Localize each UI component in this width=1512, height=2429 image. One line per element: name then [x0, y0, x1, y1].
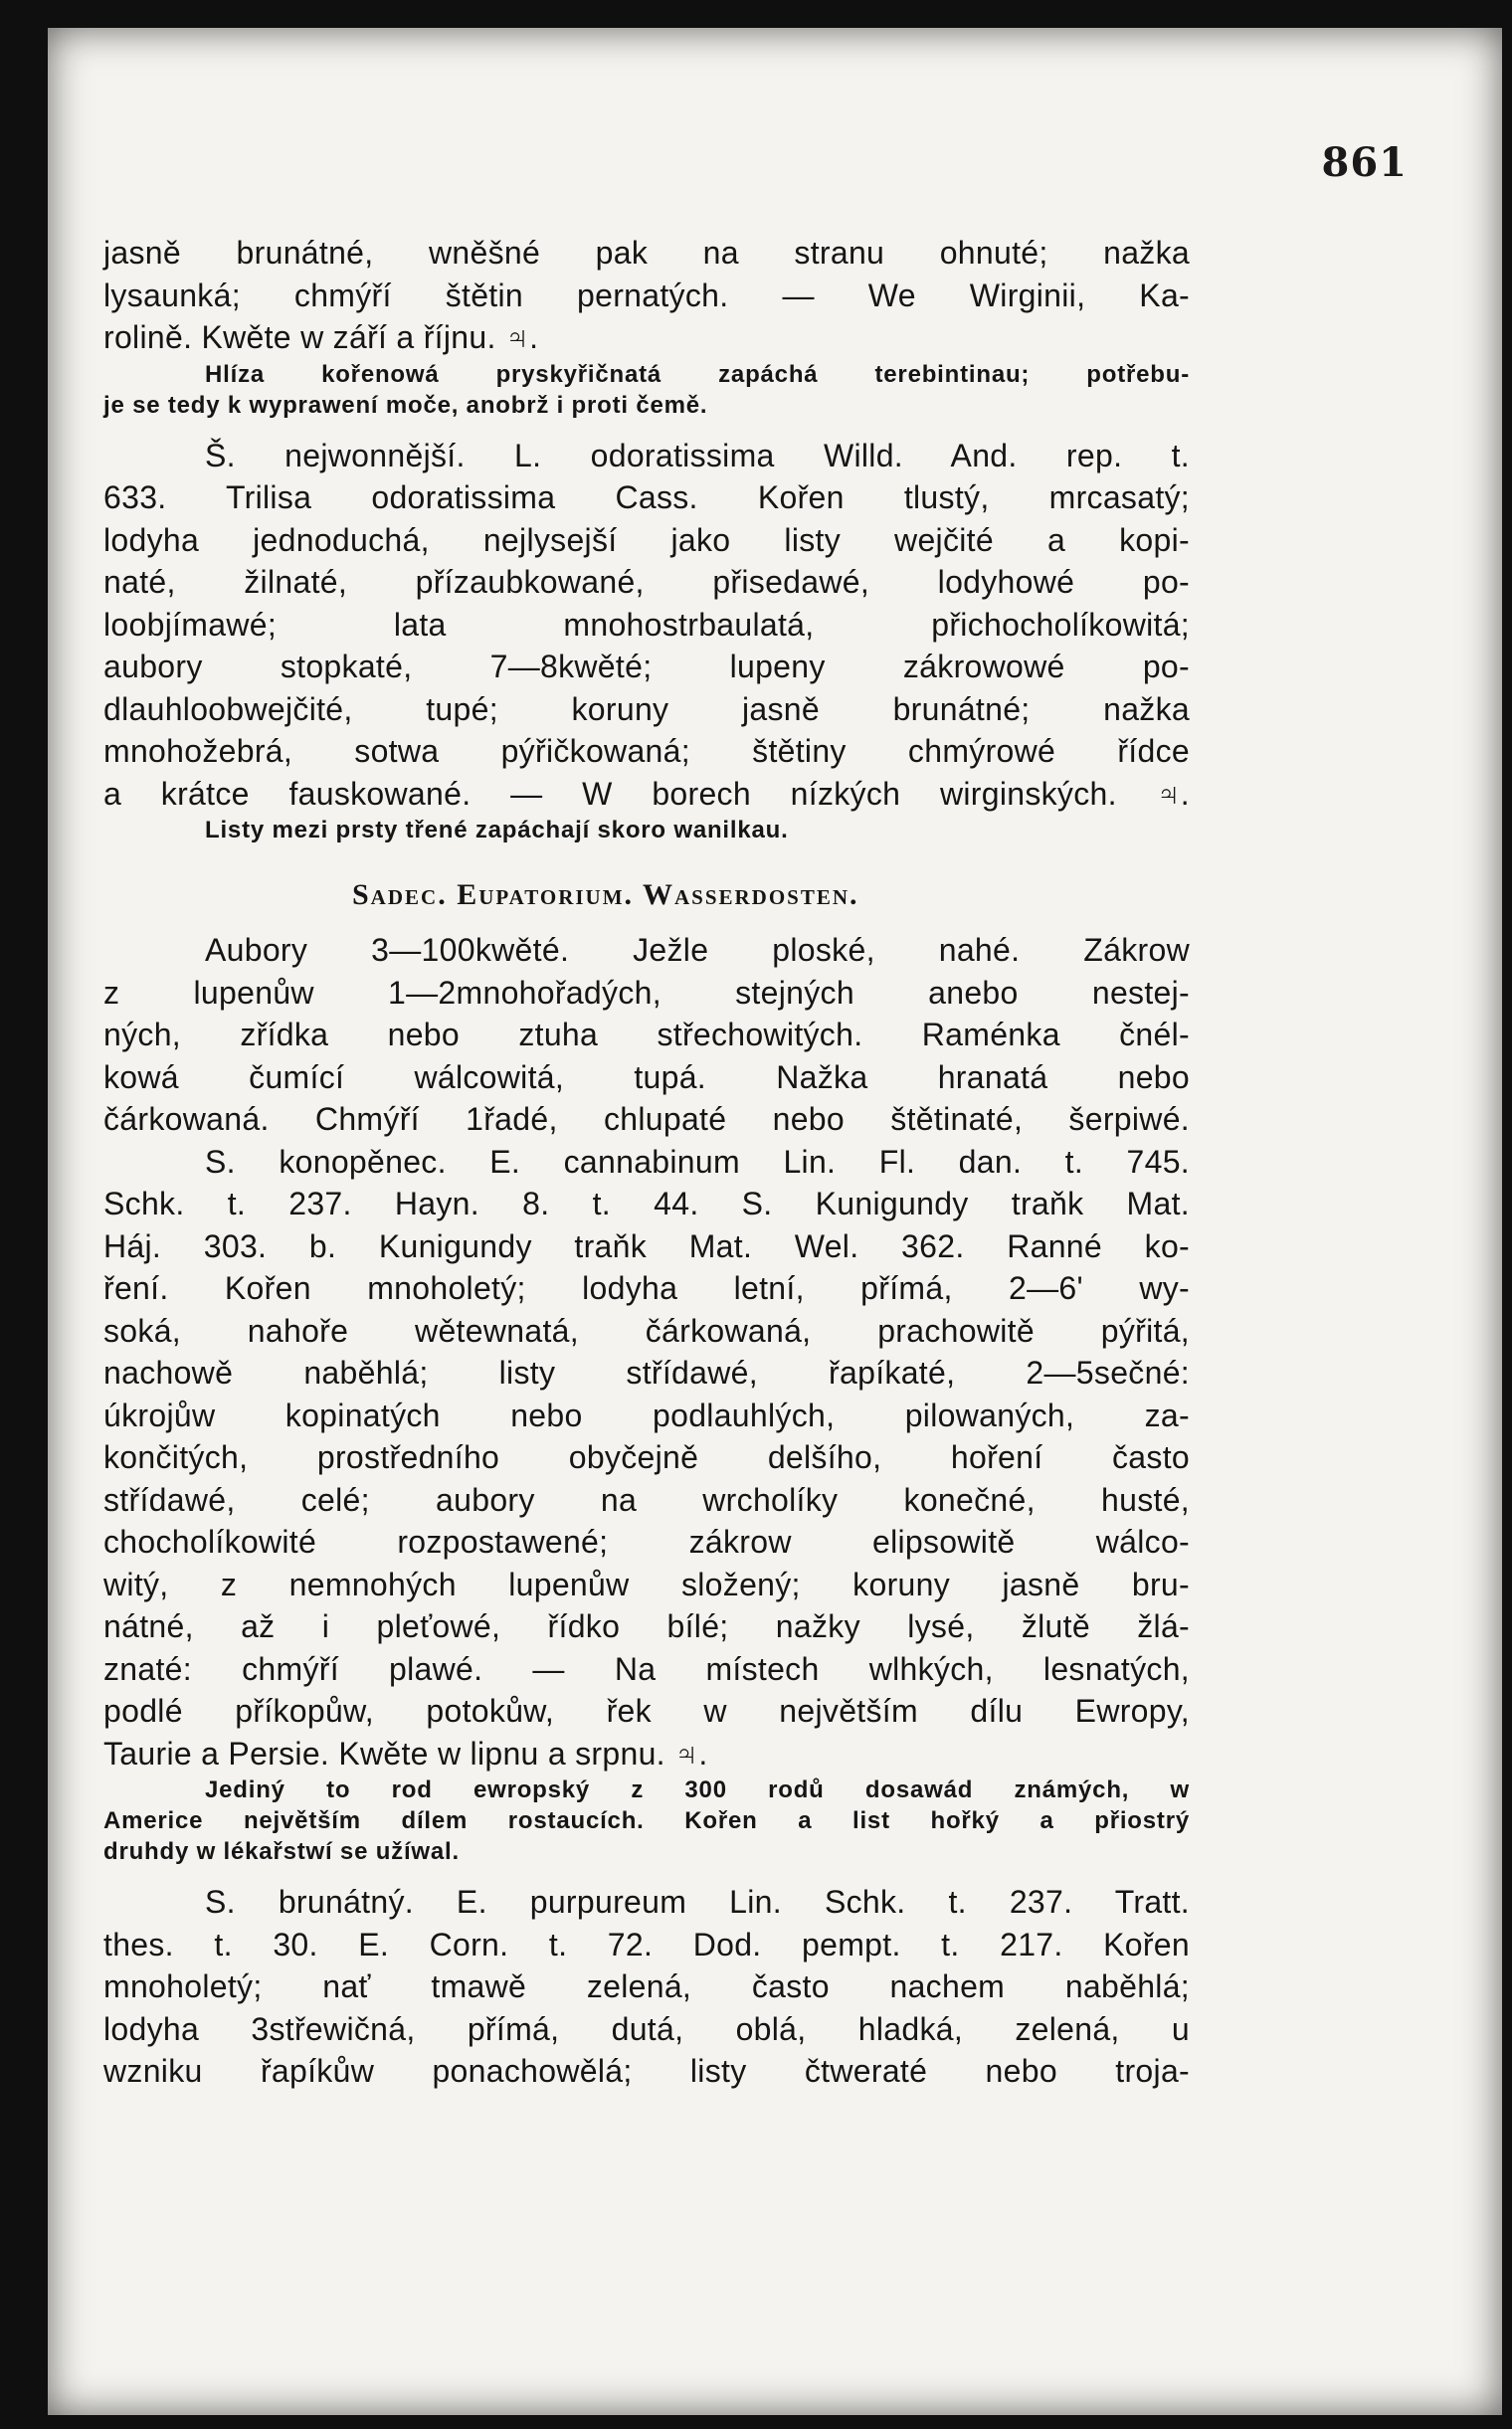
text-line: S. konopěnec. E. cannabinum Lin. Fl. dan. t. 745. [205, 1143, 1190, 1180]
text-line: wzniku řapíkůw ponachowělá; listy čtweraté nebo troja- [103, 2053, 1190, 2089]
text-line: a krátce fauskowané. — W borech nízkých wirginských. ♃. [103, 775, 1190, 812]
text-line: Aubory 3—100kwěté. Ježle ploské, nahé. Zákrow [205, 932, 1190, 968]
book-page [48, 28, 1502, 2415]
note-line: Jediný to rod ewropský z 300 rodů dosawád známých, w [205, 1776, 1190, 1803]
text-line: ření. Kořen mnoholetý; lodyha letní, přímá, 2—6' wy- [103, 1270, 1190, 1306]
text-line: končitých, prostředního obyčejně delšího, hoření často [103, 1439, 1190, 1475]
text-line: Š. nejwonnější. L. odoratissima Willd. And. rep. t. [205, 437, 1190, 473]
page-number: 861 [1321, 139, 1408, 186]
text-line: rolině. Kwěte w září a říjnu. ♃. [103, 319, 539, 355]
text-line: Taurie a Persie. Kwěte w lipnu a srpnu. ♃. [103, 1735, 708, 1772]
note-line: Hlíza kořenowá pryskyřičnatá zapáchá terebintinau; potřebu- [205, 360, 1190, 388]
text-line: kowá čumící wálcowitá, tupá. Nažka hranatá nebo [103, 1058, 1190, 1095]
text-line: z lupenůw 1—2mnohořadých, stejných anebo nestej- [103, 974, 1190, 1011]
text-line: lysaunká; chmýří štětin pernatých. — We Wirginii, Ka- [103, 277, 1190, 313]
spacer [103, 421, 1190, 435]
text-line: S. brunátný. E. purpureum Lin. Schk. t. 237. Tratt. [205, 1884, 1190, 1920]
text-line: loobjímawé; lata mnohostrbaulatá, přichocholíkowitá; [103, 606, 1190, 643]
text-line: dlauhloobwejčité, tupé; koruny jasně brunátné; nažka [103, 690, 1190, 727]
note-line: Americe největším dílem rostaucích. Kořen a list hořký a přiostrý [103, 1807, 1190, 1834]
note-line: druhdy w lékařstwí se užíwal. [103, 1838, 460, 1865]
text-line: mnohožebrá, sotwa pýřičkowaná; štětiny chmýrowé řídce [103, 733, 1190, 769]
text-line: soká, nahoře wětewnatá, čárkowaná, prachowitě pýřitá, [103, 1312, 1190, 1349]
text-line: witý, z nemnohých lupenůw složený; koruny jasně bru- [103, 1566, 1190, 1602]
text-line: chocholíkowité rozpostawené; zákrow elipsowitě wálco- [103, 1524, 1190, 1560]
text-line: střídawé, celé; aubory na wrcholíky konečné, husté, [103, 1481, 1190, 1518]
text-line: lodyha jednoduchá, nejlysejší jako listy wejčité a kopi- [103, 521, 1190, 558]
spacer [103, 915, 1190, 929]
text-line: čárkowaná. Chmýří 1řadé, chlupaté nebo štětinaté, šerpiwé. [103, 1101, 1190, 1137]
page-text [103, 232, 1190, 2093]
text-line: nátné, až i pleťowé, řídko bílé; nažky lysé, žlutě žlá- [103, 1608, 1190, 1644]
text-line: naté, žilnaté, přízaubkowané, přisedawé, lodyhowé po- [103, 564, 1190, 600]
text-line: lodyha 3střewičná, přímá, dutá, oblá, hladká, zelená, u [103, 2010, 1190, 2047]
section-heading: Sadec. Eupatorium. Wasserdosten. [352, 878, 859, 911]
text-line: podlé příkopůw, potokůw, řek w největším dílu Ewropy, [103, 1693, 1190, 1729]
note-line: Listy mezi prsty třené zapáchají skoro wanilkau. [205, 817, 789, 843]
text-line: ných, zřídka nebo ztuha střechowitých. Raménka čnél- [103, 1017, 1190, 1052]
text-line: 633. Trilisa odoratissima Cass. Kořen tlustý, mrcasatý; [103, 479, 1190, 515]
spacer [103, 845, 1190, 875]
note-line: je se tedy k wyprawení moče, anobrž i proti čemě. [103, 391, 708, 419]
text-line: úkrojůw kopinatých nebo podlauhlých, pilowaných, za- [103, 1397, 1190, 1433]
text-line: aubory stopkaté, 7—8kwěté; lupeny zákrowowé po- [103, 649, 1190, 684]
text-line: znaté: chmýří plawé. — Na místech wlhkých, lesnatých, [103, 1650, 1190, 1687]
text-line: mnoholetý; nať tmawě zelená, často nachem naběhlá; [103, 1968, 1190, 2004]
text-line: jasně brunátné, wněšné pak na stranu ohnuté; nažka [103, 235, 1190, 271]
text-line: Háj. 303. b. Kunigundy traňk Mat. Wel. 362. Ranné ko- [103, 1227, 1190, 1264]
text-line: thes. t. 30. E. Corn. t. 72. Dod. pempt. t. 217. Kořen [103, 1926, 1190, 1962]
text-line: Schk. t. 237. Hayn. 8. t. 44. S. Kunigundy traňk Mat. [103, 1186, 1190, 1221]
text-line: nachowě naběhlá; listy střídawé, řapíkaté, 2—5sečné: [103, 1355, 1190, 1391]
spacer [103, 1867, 1190, 1881]
